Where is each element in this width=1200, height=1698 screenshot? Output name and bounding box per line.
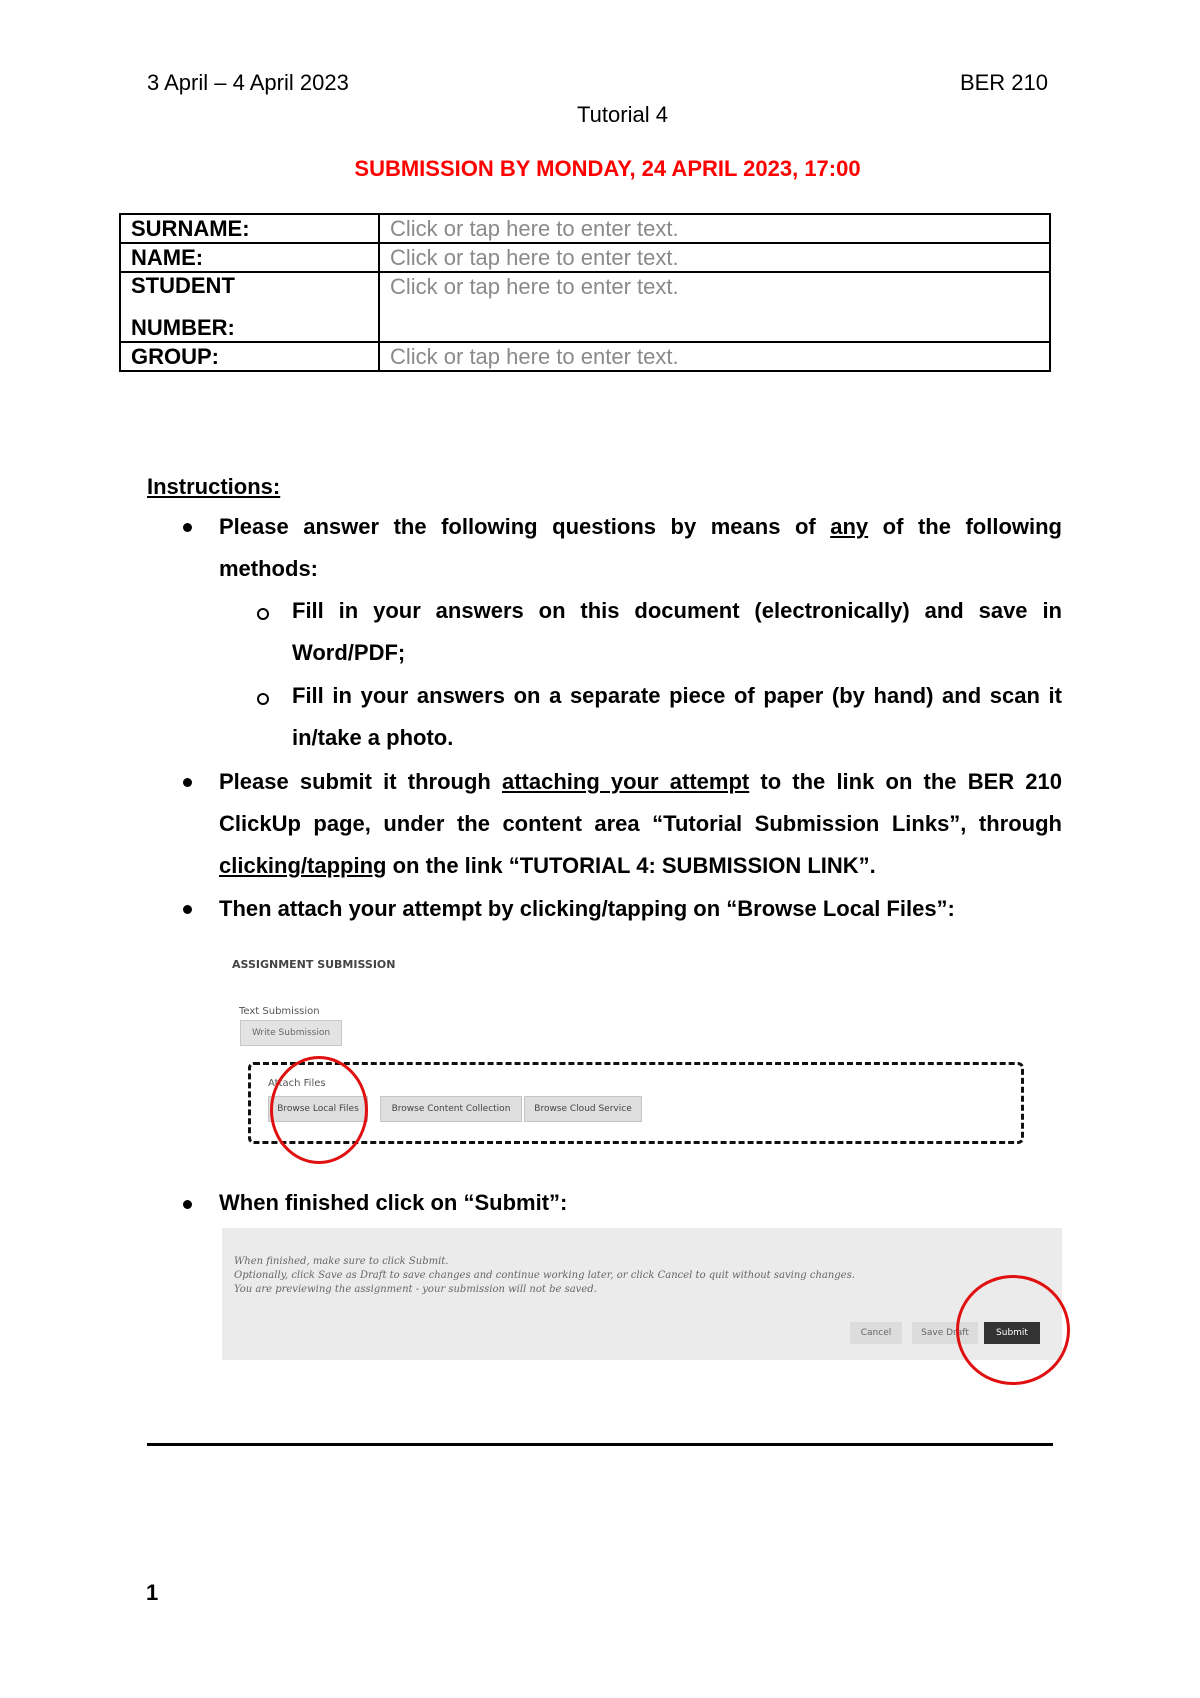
bullet-icon	[183, 1200, 192, 1209]
submit-hint-line: When finished, make sure to click Submit.	[234, 1256, 449, 1267]
instruction-click-submit: When finished click on “Submit”:	[219, 1190, 568, 1215]
form-row-name	[120, 243, 1050, 272]
browse-cloud-service-button[interactable]: Browse Cloud Service	[524, 1096, 642, 1122]
horizontal-rule	[147, 1443, 1053, 1446]
surname-label: SURNAME:	[120, 214, 379, 243]
browse-local-files-button[interactable]: Browse Local Files	[268, 1096, 368, 1122]
instruction-text: Please submit it through	[219, 769, 502, 794]
student-number-label	[120, 272, 379, 342]
method-electronic: Fill in your answers on this document (electronically) and save in Word/PDF;	[292, 598, 1062, 665]
method-by-hand: Fill in your answers on a separate piece of paper (by hand) and scan it in/take a photo.	[292, 683, 1062, 750]
bullet-icon	[183, 905, 192, 914]
name-field[interactable]: Click or tap here to enter text.	[379, 243, 1050, 272]
submission-deadline: SUBMISSION BY MONDAY, 24 APRIL 2023, 17:00	[354, 156, 861, 181]
instruction-emphasis: attaching your attempt	[501, 769, 750, 794]
header-course-code: BER 210	[959, 70, 1048, 95]
instruction-answer-methods	[219, 506, 1062, 590]
assignment-submission-title: ASSIGNMENT SUBMISSION	[232, 958, 396, 971]
sub-bullet-icon	[257, 608, 269, 620]
browse-content-collection-button[interactable]: Browse Content Collection	[380, 1096, 522, 1122]
highlight-circle-icon	[956, 1275, 1070, 1385]
instruction-submit-link	[219, 761, 1062, 887]
assignment-submission-screenshot	[232, 950, 1032, 1150]
form-row-group	[120, 342, 1050, 371]
instruction-text: of the following methods:	[219, 514, 1062, 581]
surname-field[interactable]: Click or tap here to enter text.	[379, 214, 1050, 243]
text-submission-label: Text Submission	[239, 1006, 320, 1017]
sub-bullet-icon	[257, 693, 269, 705]
instructions-title: Instructions:	[147, 474, 281, 499]
student-info-form	[119, 213, 1051, 372]
bullet-icon	[183, 778, 192, 787]
student-number-field[interactable]: Click or tap here to enter text.	[379, 272, 1050, 342]
submit-button[interactable]: Submit	[984, 1322, 1040, 1344]
attach-files-label: Attach Files	[268, 1078, 326, 1089]
group-field[interactable]: Click or tap here to enter text.	[379, 342, 1050, 371]
instruction-text: on the link “TUTORIAL 4: SUBMISSION LINK”.	[386, 853, 876, 878]
bullet-icon	[183, 523, 192, 532]
form-row-surname	[120, 214, 1050, 243]
instruction-attach-files: Then attach your attempt by clicking/tapping on “Browse Local Files”:	[219, 896, 955, 921]
save-draft-button[interactable]: Save Draft	[912, 1322, 978, 1344]
name-label: NAME:	[120, 243, 379, 272]
form-row-student-number	[120, 272, 1050, 342]
instruction-text: to the link on the BER 210 ClickUp page, under the content area “Tutorial Submission Links”, through	[219, 769, 1063, 836]
instruction-emphasis: any	[830, 514, 869, 539]
group-label: GROUP:	[120, 342, 379, 371]
cancel-button[interactable]: Cancel	[850, 1322, 902, 1344]
page-number: 1	[146, 1580, 159, 1605]
student-number-label-line1: STUDENT	[131, 273, 235, 298]
highlight-circle-icon	[270, 1056, 368, 1164]
submit-screenshot	[222, 1228, 1062, 1360]
student-number-label-line2: NUMBER:	[131, 315, 235, 340]
instruction-text: Please answer the following questions by means of	[219, 514, 831, 539]
header-title: Tutorial 4	[577, 102, 668, 127]
submit-hint-line: You are previewing the assignment - your submission will not be saved.	[234, 1284, 597, 1295]
write-submission-button[interactable]: Write Submission	[240, 1020, 342, 1046]
instruction-emphasis: clicking/tapping	[219, 853, 387, 878]
submit-hint-line: Optionally, click Save as Draft to save changes and continue working later, or click Cancel to quit without saving changes.	[234, 1270, 855, 1281]
header-date-range: 3 April – 4 April 2023	[147, 70, 349, 95]
